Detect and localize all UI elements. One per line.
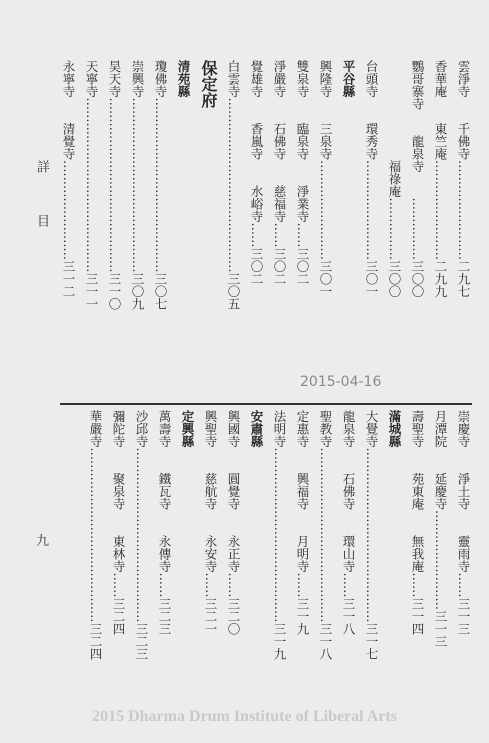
section-heading: 定興縣 [180,410,195,448]
toc-entry: 鸚哥寨寺 龍泉寺 ……………三〇〇 [410,60,425,298]
toc-entry: 天寧寺……………………………………三一一 [84,60,99,310]
section-heading: 滿城縣 [387,410,402,448]
toc-entry: 法明寺……………………………………三一九 [272,410,287,660]
section-divider [60,403,472,405]
toc-entry: 龍泉寺 石佛寺 環山寺……三一八 [341,410,356,635]
section-heading: 保定府 [199,60,218,108]
margin-label: 詳 目 [34,160,49,241]
page-number: 九 [36,534,50,549]
toc-entry: 大覺寺……………………………………三一七 [364,410,379,660]
toc-entry: 彌陀寺 聚泉寺 東林寺……三二四 [111,410,126,635]
toc-entry: 定惠寺 興福寺 月明寺……三一九 [295,410,310,635]
toc-entry: 台頭寺 環秀寺……………………三〇一 [364,60,379,298]
toc-entry: 昊天寺……………………………………三一〇 [107,60,122,310]
section-heading: 平谷縣 [341,60,356,98]
toc-entry: 福祿庵……………三〇〇 [387,60,402,298]
bottom-columns [86,410,472,710]
date-stamp: 2015-04-16 [300,374,382,390]
toc-entry: 興聖寺 慈航寺 永安寺……三二一 [203,410,218,635]
toc-entry: 沙邱寺……………………………………三二三 [134,410,149,660]
toc-entry: 月潭院 延慶寺……………………三一三 [433,410,448,648]
section-heading: 安肅縣 [249,410,264,448]
toc-entry: 華嚴寺……………………………………三二四 [88,410,103,660]
toc-entry: 覺雄寺 香嵐寺 水峪寺……三〇二 [249,60,264,285]
toc-entry: 白雲寺……………………………………三〇五 [226,60,241,310]
toc-entry: 崇慶寺 淨土寺 靈雨寺……三一三 [456,410,471,635]
toc-entry: 興國寺 圓覺寺 永正寺……三二〇 [226,410,241,635]
toc-entry: 聖教寺……………………………………三一八 [318,410,333,660]
top-section [60,60,472,388]
watermark: 2015 Dharma Drum Institute of Liberal Arts [92,708,397,725]
toc-entry: 興隆寺 三泉寺……………………三〇一 [318,60,333,298]
toc-entry: 淨嚴寺 石佛寺 慈福寺……三〇二 [272,60,287,285]
toc-entry: 永寧寺 清覺寺……………………三一二 [61,60,76,298]
section-heading: 清苑縣 [176,60,191,98]
top-columns [59,60,472,388]
toc-entry: 雲淨寺 千佛寺……………………二九七 [456,60,471,298]
bottom-section [60,410,472,710]
toc-entry: 萬壽寺 鐵瓦寺 永傳寺……三二三 [157,410,172,635]
toc-entry: 瓊佛寺……………………………………三〇七 [153,60,168,310]
toc-entry: 雙泉寺 臨泉寺 淨業寺……三〇二 [295,60,310,285]
toc-entry: 香華庵 東竺庵……………………二九九 [433,60,448,298]
toc-entry: 壽聖寺 苑東庵 無我庵……三一四 [410,410,425,635]
toc-entry: 崇興寺……………………………………三〇九 [130,60,145,310]
